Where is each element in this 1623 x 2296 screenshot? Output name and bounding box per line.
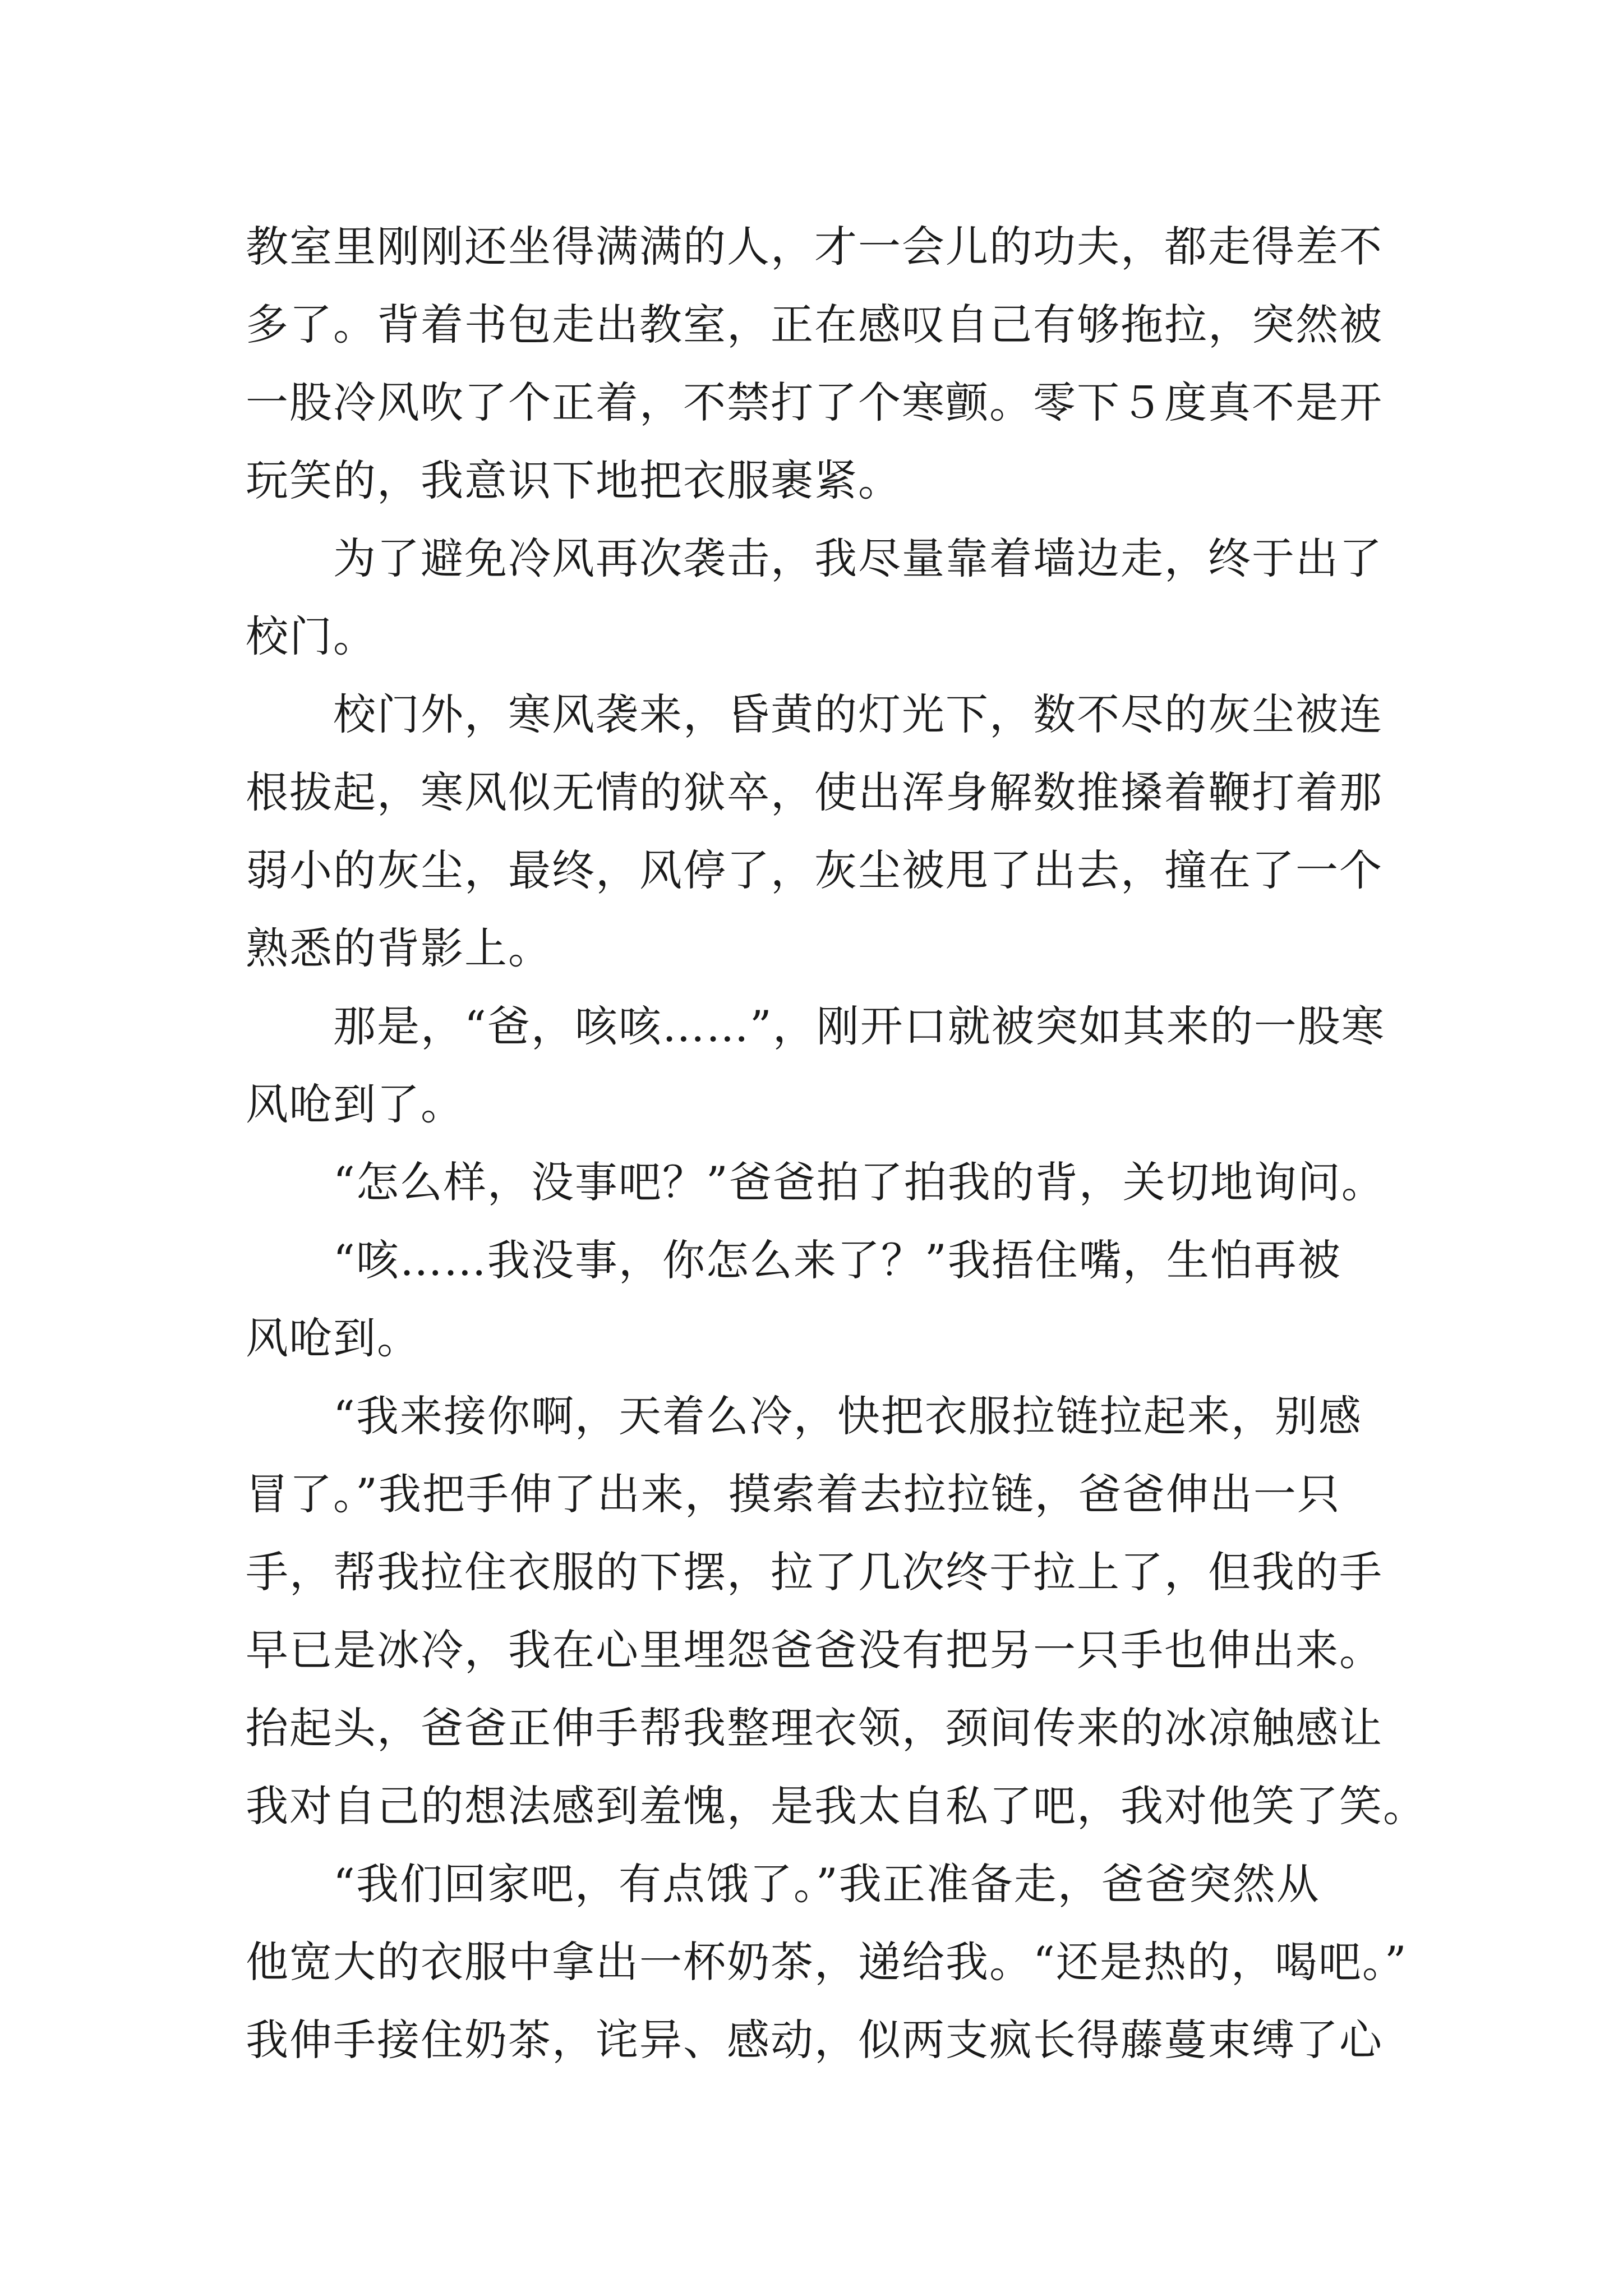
text-line-2: 多了。背着书包走出教室，正在感叹自己有够拖拉，突然被 xyxy=(246,300,1383,349)
text-line-22: “我们回家吧，有点饿了。”我正准备走，爸爸突然从 xyxy=(333,1859,1320,1909)
text-line-17: 冒了。”我把手伸了出来，摸索着去拉拉链，爸爸伸出一只 xyxy=(246,1469,1341,1519)
text-line-1: 教室里刚刚还坐得满满的人，才一会儿的功夫，都走得差不 xyxy=(246,222,1383,272)
text-line-14: “咳……我没事，你怎么来了？”我捂住嘴，生怕再被 xyxy=(333,1235,1341,1285)
essay-body xyxy=(246,208,1429,2079)
text-line-11: 那是，“爸，咳咳……”，刚开口就被突如其来的一股寒 xyxy=(333,1001,1385,1051)
text-line-24: 我伸手接住奶茶，诧异、感动，似两支疯长得藤蔓束缚了心 xyxy=(246,2015,1383,2065)
text-line-19: 早已是冰冷，我在心里埋怨爸爸没有把另一只手也伸出来。 xyxy=(246,1625,1383,1675)
text-line-21: 我对自己的想法感到羞愧，是我太自私了吧，我对他笑了笑。 xyxy=(246,1781,1427,1831)
text-line-16: “我来接你啊，天着么冷，快把衣服拉链拉起来，别感 xyxy=(333,1391,1362,1441)
text-line-10: 熟悉的背影上。 xyxy=(246,923,552,973)
text-line-9: 弱小的灰尘，最终，风停了，灰尘被甩了出去，撞在了一个 xyxy=(246,845,1383,895)
text-line-15: 风呛到。 xyxy=(246,1313,421,1363)
text-line-7: 校门外，寒风袭来，昏黄的灯光下，数不尽的灰尘被连 xyxy=(333,689,1383,739)
text-line-8: 根拔起，寒风似无情的狱卒，使出浑身解数推搡着鞭打着那 xyxy=(246,767,1383,817)
text-line-23: 他宽大的衣服中拿出一杯奶茶，递给我。“还是热的，喝吧。” xyxy=(246,1937,1408,1987)
text-line-6: 校门。 xyxy=(246,611,377,661)
text-line-20: 抬起头，爸爸正伸手帮我整理衣领，颈间传来的冰凉触感让 xyxy=(246,1703,1383,1753)
text-line-13: “怎么样，没事吧？”爸爸拍了拍我的背，关切地询问。 xyxy=(333,1157,1385,1207)
text-line-18: 手，帮我拉住衣服的下摆，拉了几次终于拉上了，但我的手 xyxy=(246,1547,1383,1597)
text-line-3: 一股冷风吹了个正着，不禁打了个寒颤。零下５度真不是开 xyxy=(246,378,1383,427)
text-line-12: 风呛到了。 xyxy=(246,1079,464,1129)
text-line-5: 为了避免冷风再次袭击，我尽量靠着墙边走，终于出了 xyxy=(333,533,1383,583)
text-line-4: 玩笑的，我意识下地把衣服裹紧。 xyxy=(246,455,902,505)
